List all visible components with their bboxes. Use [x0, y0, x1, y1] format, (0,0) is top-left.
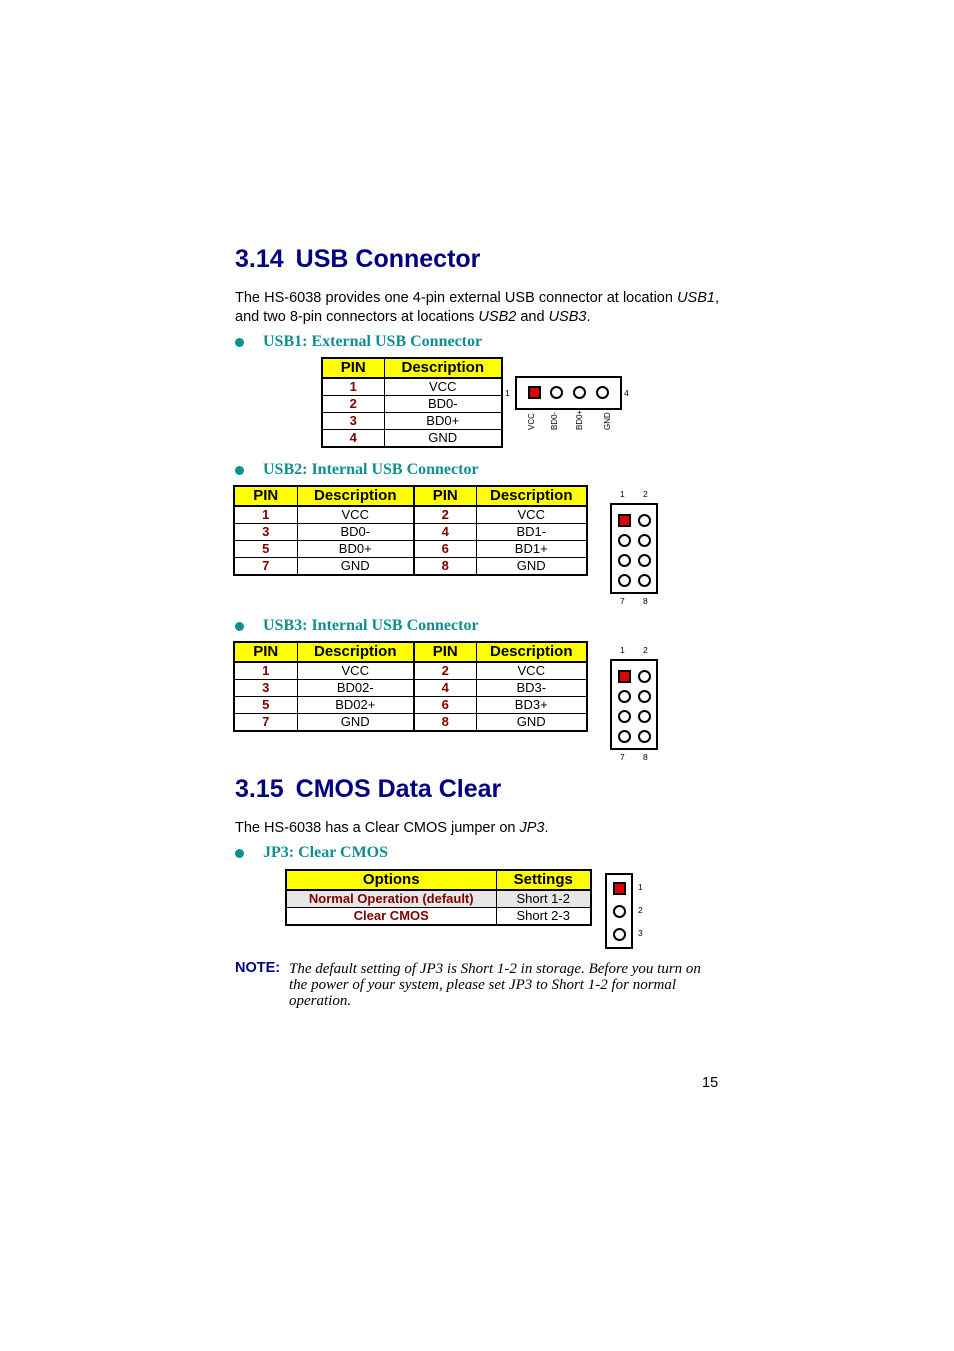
pin-circle-icon — [618, 710, 631, 723]
intro-usb2: USB2 — [478, 309, 517, 325]
pin-circle-icon — [638, 574, 651, 587]
column-header: PIN — [322, 358, 384, 378]
table-row — [322, 378, 502, 396]
pin-circle-icon — [638, 730, 651, 743]
table-row — [322, 430, 502, 448]
section-number: 3.15 — [235, 775, 284, 803]
pin-circle-icon — [618, 534, 631, 547]
option-setting: Short 2-3 — [496, 908, 591, 926]
intro-text: and — [516, 309, 549, 325]
table-row — [234, 680, 587, 697]
table-row — [286, 908, 591, 926]
pin-circle-icon — [618, 690, 631, 703]
usb-intro-paragraph — [235, 289, 719, 327]
intro-text: , and two 8-pin connectors at locations — [235, 290, 719, 325]
pin-circle-icon — [618, 554, 631, 567]
option-setting: Short 1-2 — [496, 890, 591, 908]
intro-text: The HS-6038 provides one 4-pin external USB connector at location — [235, 290, 678, 306]
table-row — [322, 413, 502, 430]
cmos-intro-paragraph — [235, 819, 719, 838]
pin-number: 7 — [234, 714, 297, 732]
column-header: Options — [286, 870, 496, 890]
pin-description: BD3- — [476, 680, 587, 697]
pin-number: 6 — [414, 697, 476, 714]
pin-signal-label: BD0+ — [575, 409, 584, 430]
option-name: Clear CMOS — [286, 908, 496, 926]
pin-description: VCC — [297, 662, 414, 680]
intro-text: . — [586, 309, 591, 325]
note-label: NOTE: — [235, 960, 281, 976]
pin-description: BD0- — [384, 396, 502, 413]
usb1-heading — [235, 333, 482, 351]
table-row — [234, 662, 587, 680]
pin-circle-icon — [618, 730, 631, 743]
intro-jp3: JP3 — [519, 820, 545, 836]
pin-signal-label: BD0- — [550, 411, 559, 430]
table-row — [286, 890, 591, 908]
section-title-usb — [235, 245, 480, 274]
usb3-heading — [235, 617, 479, 635]
pin-description: BD0- — [297, 524, 414, 541]
pin-description: BD3+ — [476, 697, 587, 714]
pin-label-bottom: 7 — [620, 596, 625, 606]
table-row — [234, 541, 587, 558]
table-header-row — [234, 486, 587, 506]
usb2-heading — [235, 461, 479, 479]
pin-circle-icon — [638, 690, 651, 703]
pin-label-left: 1 — [505, 388, 510, 398]
column-header: Description — [384, 358, 502, 378]
intro-usb1: USB1 — [677, 290, 715, 306]
table-header-row — [234, 642, 587, 662]
pin-number: 2 — [414, 506, 476, 524]
page-number: 15 — [702, 1075, 719, 1091]
connector-housing — [515, 376, 622, 410]
pin-number: 4 — [414, 524, 476, 541]
pin-number: 2 — [414, 662, 476, 680]
pin-description: BD0+ — [297, 541, 414, 558]
pin-1-square-icon — [618, 670, 631, 683]
usb1-pin-table — [321, 357, 503, 448]
jp3-heading — [235, 844, 388, 862]
pin-1-square-icon — [613, 882, 626, 895]
connector-housing — [610, 659, 658, 750]
pin-circle-icon — [638, 514, 651, 527]
pin-label-right: 4 — [624, 388, 629, 398]
column-header: PIN — [414, 486, 476, 506]
usb3-pin-table — [233, 641, 588, 732]
pin-description: BD1+ — [476, 541, 587, 558]
pin-description: GND — [297, 558, 414, 576]
jumper-pin-label: 1 — [638, 882, 643, 892]
pin-description: VCC — [476, 662, 587, 680]
pin-signal-label: VCC — [527, 413, 536, 430]
pin-description: VCC — [297, 506, 414, 524]
pin-number: 8 — [414, 558, 476, 576]
pin-description: GND — [384, 430, 502, 448]
pin-label-top: 1 — [620, 645, 625, 655]
table-row — [234, 506, 587, 524]
bullet-icon — [235, 622, 244, 631]
pin-label-bottom: 8 — [643, 596, 648, 606]
pin-description: BD1- — [476, 524, 587, 541]
pin-label-bottom: 7 — [620, 752, 625, 762]
pin-description: VCC — [476, 506, 587, 524]
pin-number: 1 — [234, 662, 297, 680]
option-name: Normal Operation (default) — [286, 890, 496, 908]
pin-label-top: 1 — [620, 489, 625, 499]
pin-circle-icon — [618, 574, 631, 587]
intro-text: . — [544, 820, 549, 836]
table-row — [322, 396, 502, 413]
pin-number: 2 — [322, 396, 384, 413]
pin-1-square-icon — [618, 514, 631, 527]
connector-housing — [610, 503, 658, 594]
jumper-pin-label: 3 — [638, 928, 643, 938]
pin-label-top: 2 — [643, 645, 648, 655]
pin-number: 4 — [322, 430, 384, 448]
pin-number: 3 — [234, 680, 297, 697]
table-row — [234, 524, 587, 541]
table-row — [234, 697, 587, 714]
pin-circle-icon — [638, 534, 651, 547]
pin-description: GND — [297, 714, 414, 732]
pin-number: 1 — [322, 378, 384, 396]
usb2-heading-text: USB2: Internal USB Connector — [263, 461, 479, 478]
pin-circle-icon — [550, 386, 563, 399]
usb2-pin-table — [233, 485, 588, 576]
pin-signal-label: GND — [603, 412, 612, 430]
pin-description: BD0+ — [384, 413, 502, 430]
table-row — [234, 714, 587, 732]
pin-circle-icon — [613, 928, 626, 941]
pin-number: 3 — [322, 413, 384, 430]
section-title-text: CMOS Data Clear — [295, 775, 502, 803]
pin-circle-icon — [613, 905, 626, 918]
pin-number: 8 — [414, 714, 476, 732]
bullet-icon — [235, 466, 244, 475]
pin-label-bottom: 8 — [643, 752, 648, 762]
table-header-row — [286, 870, 591, 890]
usb1-heading-text: USB1: External USB Connector — [263, 333, 483, 350]
pin-number: 4 — [414, 680, 476, 697]
pin-circle-icon — [573, 386, 586, 399]
pin-number: 1 — [234, 506, 297, 524]
pin-description: VCC — [384, 378, 502, 396]
column-header: Description — [476, 486, 587, 506]
note-text: The default setting of JP3 is Short 1-2 in storage. Before you turn on the power of your system, please set JP3 to Short 1-2 for normal operation. — [289, 961, 701, 1009]
column-header: Settings — [496, 870, 591, 890]
section-title-cmos — [235, 775, 501, 804]
bullet-icon — [235, 849, 244, 858]
pin-number: 6 — [414, 541, 476, 558]
jp3-heading-text: JP3: Clear CMOS — [263, 844, 389, 861]
bullet-icon — [235, 338, 244, 347]
section-number: 3.14 — [235, 245, 284, 273]
pin-description: BD02+ — [297, 697, 414, 714]
pin-circle-icon — [638, 554, 651, 567]
pin-description: GND — [476, 714, 587, 732]
pin-label-top: 2 — [643, 489, 648, 499]
pin-number: 7 — [234, 558, 297, 576]
jp3-settings-table — [285, 869, 592, 926]
intro-text: The HS-6038 has a Clear CMOS jumper on — [235, 820, 520, 836]
column-header: Description — [476, 642, 587, 662]
section-title-text: USB Connector — [295, 245, 481, 273]
intro-usb3: USB3 — [548, 309, 587, 325]
pin-description: GND — [476, 558, 587, 576]
pin-description: BD02- — [297, 680, 414, 697]
table-row — [234, 558, 587, 576]
pin-number: 5 — [234, 541, 297, 558]
jumper-housing — [605, 873, 633, 949]
pin-1-square-icon — [528, 386, 541, 399]
table-header-row — [322, 358, 502, 378]
usb3-heading-text: USB3: Internal USB Connector — [263, 617, 479, 634]
pin-circle-icon — [638, 710, 651, 723]
jumper-pin-label: 2 — [638, 905, 643, 915]
column-header: PIN — [414, 642, 476, 662]
column-header: Description — [297, 486, 414, 506]
pin-number: 5 — [234, 697, 297, 714]
column-header: Description — [297, 642, 414, 662]
column-header: PIN — [234, 642, 297, 662]
pin-circle-icon — [638, 670, 651, 683]
column-header: PIN — [234, 486, 297, 506]
pin-circle-icon — [596, 386, 609, 399]
pin-number: 3 — [234, 524, 297, 541]
